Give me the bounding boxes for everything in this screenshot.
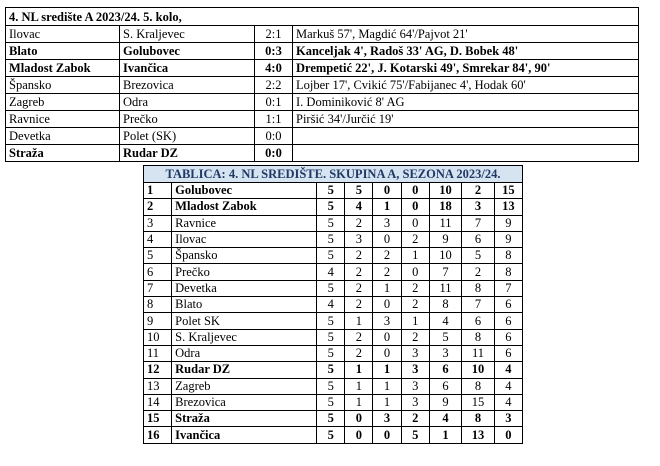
standings-row (144, 378, 523, 394)
standings-position: 9 (144, 313, 172, 329)
standings-position: 4 (144, 231, 172, 247)
standings-wins: 2 (345, 215, 373, 231)
standings-wins: 1 (345, 313, 373, 329)
standings-wins: 1 (345, 378, 373, 394)
standings-team: Devetka (172, 280, 317, 296)
standings-losses: 0 (401, 264, 429, 280)
standings-row (144, 411, 523, 427)
match-home-team: Zagreb (6, 94, 120, 111)
standings-wins: 2 (345, 280, 373, 296)
standings-draws: 0 (373, 183, 401, 199)
standings-draws: 1 (373, 362, 401, 378)
standings-row (144, 264, 523, 280)
match-away-team: Polet (SK) (120, 128, 255, 145)
standings-points: 7 (494, 280, 522, 296)
match-away-team: Rudar DZ (120, 145, 255, 162)
standings-played: 5 (317, 183, 345, 199)
standings-row (144, 362, 523, 378)
standings-draws: 3 (373, 411, 401, 427)
standings-points: 8 (494, 264, 522, 280)
match-score: 0:3 (255, 43, 293, 60)
match-scorers: Drempetić 22', J. Kotarski 49', Smrekar 84', 90' (293, 60, 639, 77)
standings-row (144, 215, 523, 231)
standings-goals-for: 4 (429, 411, 461, 427)
standings-losses: 1 (401, 248, 429, 264)
standings-team: S. Kraljevec (172, 329, 317, 345)
match-away-team: Brezovica (120, 77, 255, 94)
standings-played: 5 (317, 362, 345, 378)
standings-wins: 0 (345, 427, 373, 443)
match-row (6, 26, 639, 43)
standings-goals-for: 6 (429, 362, 461, 378)
standings-points: 3 (494, 411, 522, 427)
standings-points: 0 (494, 427, 522, 443)
standings-row (144, 183, 523, 199)
standings-row (144, 345, 523, 361)
standings-draws: 0 (373, 297, 401, 313)
standings-wins: 2 (345, 264, 373, 280)
standings-team: Ivančica (172, 427, 317, 443)
standings-team: Zagreb (172, 378, 317, 394)
match-score: 2:2 (255, 77, 293, 94)
match-scorers (293, 128, 639, 145)
standings-wins: 1 (345, 362, 373, 378)
match-scorers (293, 145, 639, 162)
standings-row (144, 297, 523, 313)
match-row (6, 111, 639, 128)
standings-goals-for: 8 (429, 297, 461, 313)
standings-played: 5 (317, 345, 345, 361)
match-scorers: Piršić 34'/Jurčić 19' (293, 111, 639, 128)
standings-table (143, 165, 523, 444)
standings-played: 5 (317, 248, 345, 264)
standings-goals-against: 8 (462, 329, 494, 345)
standings-played: 5 (317, 378, 345, 394)
standings-wins: 2 (345, 329, 373, 345)
standings-title-row (144, 166, 523, 183)
standings-draws: 2 (373, 248, 401, 264)
standings-wins: 2 (345, 248, 373, 264)
standings-draws: 0 (373, 329, 401, 345)
standings-row (144, 427, 523, 443)
results-table (5, 7, 639, 162)
match-score: 0:1 (255, 94, 293, 111)
standings-row (144, 329, 523, 345)
standings-team: Odra (172, 345, 317, 361)
standings-losses: 3 (401, 394, 429, 410)
standings-points: 6 (494, 345, 522, 361)
standings-draws: 2 (373, 264, 401, 280)
standings-goals-for: 11 (429, 215, 461, 231)
standings-goals-against: 6 (462, 313, 494, 329)
standings-team: Prečko (172, 264, 317, 280)
standings-position: 11 (144, 345, 172, 361)
standings-losses: 2 (401, 280, 429, 296)
standings-position: 3 (144, 215, 172, 231)
standings-goals-against: 8 (462, 280, 494, 296)
standings-goals-for: 9 (429, 394, 461, 410)
standings-goals-for: 10 (429, 248, 461, 264)
standings-team: Polet SK (172, 313, 317, 329)
standings-goals-for: 11 (429, 280, 461, 296)
standings-played: 5 (317, 427, 345, 443)
standings-draws: 0 (373, 345, 401, 361)
standings-wins: 1 (345, 394, 373, 410)
standings-played: 5 (317, 215, 345, 231)
standings-wins: 4 (345, 199, 373, 215)
standings-played: 5 (317, 329, 345, 345)
match-scorers: Lojber 17', Cvikić 75'/Fabijanec 4', Hodak 60' (293, 77, 639, 94)
standings-draws: 0 (373, 231, 401, 247)
standings-wins: 2 (345, 345, 373, 361)
standings-played: 5 (317, 199, 345, 215)
standings-goals-against: 2 (462, 183, 494, 199)
match-score: 1:1 (255, 111, 293, 128)
standings-team: Rudar DZ (172, 362, 317, 378)
standings-losses: 2 (401, 231, 429, 247)
standings-played: 4 (317, 297, 345, 313)
standings-draws: 3 (373, 313, 401, 329)
standings-position: 12 (144, 362, 172, 378)
match-score: 0:0 (255, 128, 293, 145)
match-home-team: Straža (6, 145, 120, 162)
standings-team: Blato (172, 297, 317, 313)
standings-row (144, 231, 523, 247)
standings-team: Mladost Zabok (172, 199, 317, 215)
standings-goals-against: 2 (462, 264, 494, 280)
standings-goals-for: 18 (429, 199, 461, 215)
match-home-team: Ilovac (6, 26, 120, 43)
match-row (6, 60, 639, 77)
standings-position: 8 (144, 297, 172, 313)
standings-row (144, 394, 523, 410)
standings-goals-for: 1 (429, 427, 461, 443)
standings-played: 5 (317, 280, 345, 296)
standings-row (144, 248, 523, 264)
standings-losses: 5 (401, 427, 429, 443)
standings-team: Golubovec (172, 183, 317, 199)
standings-goals-against: 5 (462, 248, 494, 264)
match-row (6, 43, 639, 60)
standings-goals-for: 7 (429, 264, 461, 280)
match-score: 4:0 (255, 60, 293, 77)
match-scorers: Kanceljak 4', Radoš 33' AG, D. Bobek 48' (293, 43, 639, 60)
match-scorers: Markuš 57', Magdić 64'/Pajvot 21' (293, 26, 639, 43)
standings-points: 15 (494, 183, 522, 199)
standings-points: 6 (494, 313, 522, 329)
match-row (6, 77, 639, 94)
standings-position: 6 (144, 264, 172, 280)
standings-goals-for: 10 (429, 183, 461, 199)
standings-position: 15 (144, 411, 172, 427)
standings-losses: 0 (401, 215, 429, 231)
standings-goals-against: 7 (462, 215, 494, 231)
match-home-team: Ravnice (6, 111, 120, 128)
standings-row (144, 199, 523, 215)
standings-losses: 2 (401, 297, 429, 313)
match-row (6, 94, 639, 111)
standings-goals-against: 8 (462, 378, 494, 394)
standings-losses: 3 (401, 362, 429, 378)
standings-draws: 1 (373, 280, 401, 296)
standings-position: 5 (144, 248, 172, 264)
standings-losses: 0 (401, 199, 429, 215)
standings-goals-against: 3 (462, 199, 494, 215)
standings-wins: 5 (345, 183, 373, 199)
standings-points: 9 (494, 231, 522, 247)
match-home-team: Špansko (6, 77, 120, 94)
standings-position: 14 (144, 394, 172, 410)
results-title: 4. NL središte A 2023/24. 5. kolo, (6, 8, 639, 26)
standings-goals-against: 13 (462, 427, 494, 443)
standings-position: 13 (144, 378, 172, 394)
standings-team: Straža (172, 411, 317, 427)
match-away-team: Golubovec (120, 43, 255, 60)
standings-position: 7 (144, 280, 172, 296)
standings-wins: 2 (345, 297, 373, 313)
match-home-team: Mladost Zabok (6, 60, 120, 77)
standings-losses: 0 (401, 183, 429, 199)
standings-draws: 1 (373, 199, 401, 215)
standings-losses: 2 (401, 411, 429, 427)
standings-played: 5 (317, 411, 345, 427)
standings-goals-for: 6 (429, 378, 461, 394)
standings-played: 4 (317, 264, 345, 280)
standings-goals-for: 5 (429, 329, 461, 345)
match-home-team: Devetka (6, 128, 120, 145)
standings-goals-for: 9 (429, 231, 461, 247)
standings-played: 5 (317, 313, 345, 329)
standings-played: 5 (317, 231, 345, 247)
standings-losses: 3 (401, 378, 429, 394)
standings-goals-for: 4 (429, 313, 461, 329)
standings-points: 6 (494, 329, 522, 345)
standings-goals-against: 7 (462, 297, 494, 313)
standings-goals-against: 11 (462, 345, 494, 361)
standings-position: 10 (144, 329, 172, 345)
match-score: 0:0 (255, 145, 293, 162)
standings-draws: 0 (373, 427, 401, 443)
standings-played: 5 (317, 394, 345, 410)
match-row (6, 145, 639, 162)
match-away-team: Prečko (120, 111, 255, 128)
standings-goals-against: 6 (462, 231, 494, 247)
standings-points: 4 (494, 394, 522, 410)
standings-goals-against: 8 (462, 411, 494, 427)
standings-losses: 1 (401, 313, 429, 329)
match-away-team: S. Kraljevec (120, 26, 255, 43)
standings-draws: 1 (373, 394, 401, 410)
match-away-team: Ivančica (120, 60, 255, 77)
standings-draws: 1 (373, 378, 401, 394)
match-score: 2:1 (255, 26, 293, 43)
standings-title: TABLICA: 4. NL SREDIŠTE. SKUPINA A, SEZONA 2023/24. (144, 166, 523, 183)
standings-goals-against: 15 (462, 394, 494, 410)
standings-goals-against: 10 (462, 362, 494, 378)
standings-goals-for: 3 (429, 345, 461, 361)
standings-row (144, 280, 523, 296)
standings-losses: 3 (401, 345, 429, 361)
standings-points: 13 (494, 199, 522, 215)
match-home-team: Blato (6, 43, 120, 60)
standings-team: Ilovac (172, 231, 317, 247)
standings-team: Špansko (172, 248, 317, 264)
standings-wins: 3 (345, 231, 373, 247)
standings-points: 4 (494, 362, 522, 378)
match-row (6, 128, 639, 145)
standings-team: Ravnice (172, 215, 317, 231)
standings-position: 16 (144, 427, 172, 443)
standings-points: 8 (494, 248, 522, 264)
standings-team: Brezovica (172, 394, 317, 410)
standings-position: 2 (144, 199, 172, 215)
standings-points: 6 (494, 297, 522, 313)
standings-draws: 3 (373, 215, 401, 231)
standings-points: 4 (494, 378, 522, 394)
standings-losses: 2 (401, 329, 429, 345)
standings-row (144, 313, 523, 329)
match-scorers: I. Dominiković 8' AG (293, 94, 639, 111)
standings-wins: 0 (345, 411, 373, 427)
results-title-row (6, 8, 639, 26)
standings-points: 9 (494, 215, 522, 231)
standings-position: 1 (144, 183, 172, 199)
match-away-team: Odra (120, 94, 255, 111)
